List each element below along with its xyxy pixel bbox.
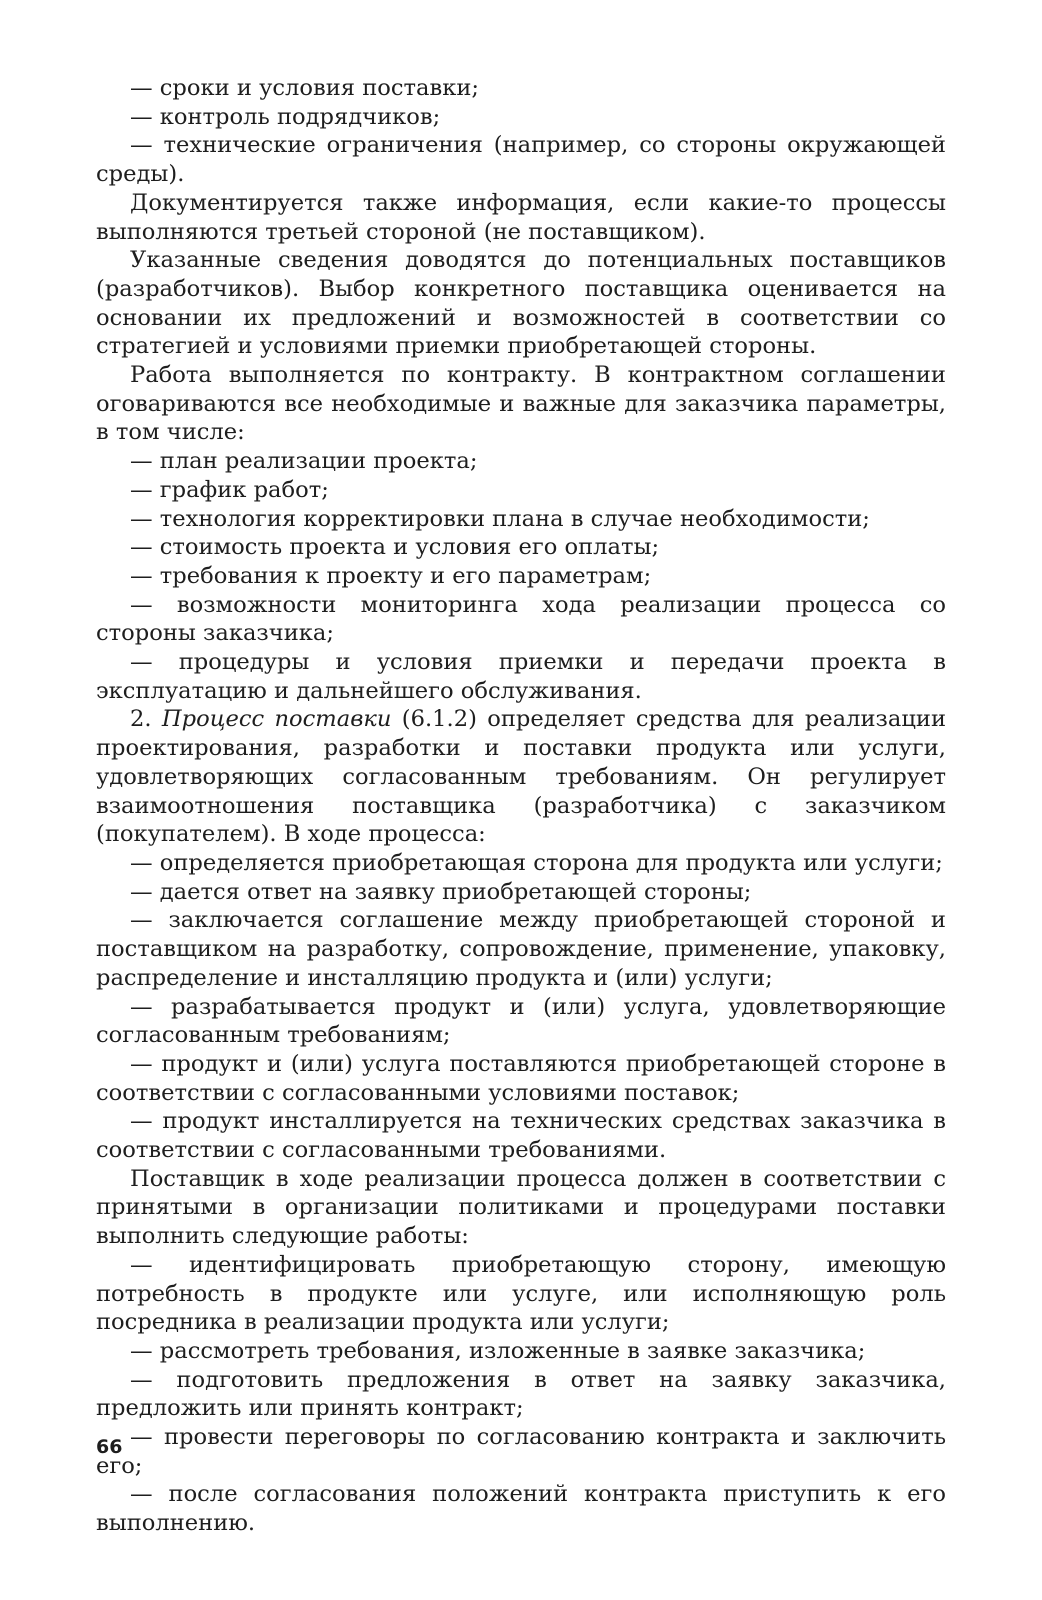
paragraph: Поставщик в ходе реализации процесса должен в соответствии с принятыми в организации политиками и процедурами поставки выполнить следующие работы: [96, 1165, 946, 1250]
list-item: — стоимость проекта и условия его оплаты; [130, 534, 660, 561]
list-item: — разрабатывается продукт и (или) услуга, удовлетворяющие согласованным требованиям; [96, 993, 946, 1049]
page-number: 66 [96, 1436, 123, 1458]
process-title: Процесс поставки [161, 706, 392, 733]
list-item: — продукт инсталлируется на технических средствах заказчика в соответствии с согласованными требованиями. [96, 1108, 946, 1164]
paragraph: Указанные сведения доводятся до потенциальных поставщиков (разработчиков). Выбор конкретного поставщика оценивается на основании их предложений и возможностей в соответствии со стратегией и условиями приемки приобретающей стороны. [96, 247, 946, 360]
paragraph-supply-process [96, 705, 946, 849]
list-item: — сроки и условия поставки; [130, 75, 480, 101]
list-item: — процедуры и условия приемки и передачи проекта в эксплуатацию и дальнейшего обслуживания. [96, 649, 946, 704]
list-item: — рассмотреть требования, изложенные в заявке заказчика; [130, 1337, 866, 1364]
list-item: — подготовить предложения в ответ на заявку заказчика, предложить или принять контракт; [96, 1366, 946, 1422]
list-item: — контроль подрядчиков; [130, 103, 441, 130]
list-item: — провести переговоры по согласованию контракта и заключить его; [96, 1424, 946, 1479]
list-item: — после согласования положений контракта приступить к его выполнению. [96, 1481, 946, 1537]
page-body [96, 74, 946, 1538]
paragraph-text: (6.1.2) определяет средства для реализации проектирования, разработки и поставки продукта или услуги, удовлетворяющих согласованным требованиям. Он регулирует взаимоотношения поставщика (разработчика) с заказчиком (покупателем). В ходе процесса: [96, 706, 946, 848]
list-item: — продукт и (или) услуга поставляются приобретающей стороне в соответствии с согласованными условиями поставок; [96, 1050, 946, 1106]
paragraph-number: 2. [130, 706, 162, 733]
list-item: — график работ; [130, 476, 329, 503]
list-item: — заключается соглашение между приобретающей стороной и поставщиком на разработку, сопровождение, применение, упаковку, распределение и инсталляцию продукта и (или) услуги; [96, 907, 946, 991]
list-item: — дается ответ на заявку приобретающей стороны; [130, 878, 752, 905]
list-item: — идентифицировать приобретающую сторону, имеющую потребность в продукте или услуге, или исполняющую роль посредника в реализации продукта или услуги; [96, 1251, 946, 1336]
list-item: — определяется приобретающая сторона для продукта или услуги; [130, 849, 943, 876]
list-item: — требования к проекту и его параметрам; [130, 562, 652, 589]
paragraph: Документируется также информация, если какие-то процессы выполняются третьей стороной (не поставщиком). [96, 189, 946, 245]
list-item: — план реализации проекта; [130, 448, 478, 475]
paragraph: Работа выполняется по контракту. В контрактном соглашении оговариваются все необходимые и важные для заказчика параметры, в том числе: [96, 362, 946, 446]
list-item: — технология корректировки плана в случае необходимости; [130, 505, 870, 532]
list-item: — возможности мониторинга хода реализации процесса со стороны заказчика; [96, 591, 946, 647]
list-item: — технические ограничения (например, со стороны окружающей среды). [96, 132, 946, 188]
